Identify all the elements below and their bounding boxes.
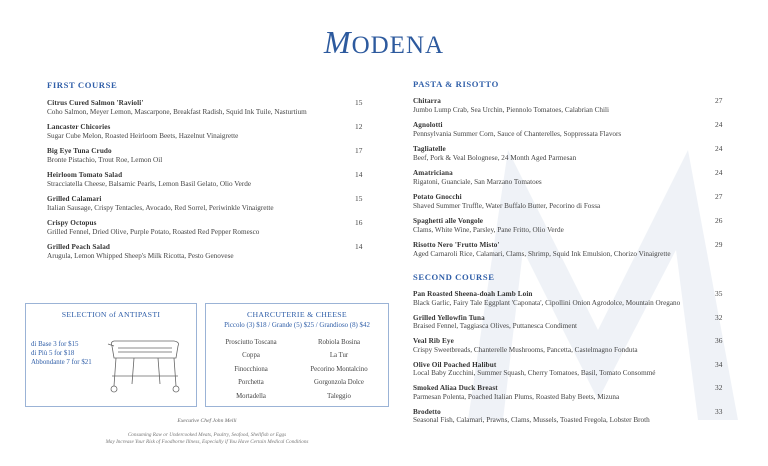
item-desc: Rigatoni, Guanciale, San Marzano Tomatoes <box>413 177 542 186</box>
disclaimer-line-2: May Increase Your Risk of Foodborne Illness, Especially if You Have Certain Medical Conditions <box>105 439 309 445</box>
item-name: Brodetto <box>413 407 441 416</box>
item-price: 26 <box>715 216 723 225</box>
item-price: 27 <box>715 192 723 201</box>
charcuterie-cheese: Taleggio <box>327 393 351 400</box>
menu-item <box>47 195 365 219</box>
item-desc: Jumbo Lump Crab, Sea Urchin, Piennolo Tomatoes, Calabrian Chili <box>413 105 609 114</box>
item-price: 35 <box>715 289 723 298</box>
item-desc: Coho Salmon, Meyer Lemon, Mascarpone, Breakfast Radish, Squid Ink Tuile, Nasturtium <box>47 107 307 116</box>
menu-item <box>413 290 728 314</box>
item-price: 36 <box>715 336 723 345</box>
antipasti-prices <box>31 340 92 367</box>
menu-item <box>413 361 728 385</box>
item-name: Agnolotti <box>413 121 443 129</box>
item-price: 14 <box>355 170 363 179</box>
charcuterie-meat: Mortadella <box>236 393 266 400</box>
menu-item <box>413 193 728 217</box>
item-name: Olive Oil Poached Halibut <box>413 360 497 369</box>
charcuterie-cheese: Gorgonzola Dolce <box>314 379 364 386</box>
item-desc: Grilled Fennel, Dried Olive, Purple Potato, Roasted Red Pepper Romesco <box>47 227 260 236</box>
charcuterie-box <box>205 303 389 407</box>
item-name: Citrus Cured Salmon 'Ravioli' <box>47 99 144 107</box>
pasta-title: PASTA & RISOTTO <box>413 79 499 89</box>
item-price: 32 <box>715 383 723 392</box>
item-name: Grilled Peach Salad <box>47 243 110 251</box>
item-name: Heirloom Tomato Salad <box>47 171 123 179</box>
item-price: 24 <box>715 168 723 177</box>
charcuterie-title: CHARCUTERIE & CHEESE <box>247 310 347 319</box>
first-course-title: FIRST COURSE <box>47 80 118 90</box>
charcuterie-meat: Finocchiona <box>234 366 268 373</box>
serving-cart-icon <box>104 336 186 398</box>
item-price: 14 <box>355 242 363 251</box>
item-price: 24 <box>715 144 723 153</box>
antipasti-title: SELECTION of ANTIPASTI <box>61 310 161 319</box>
item-desc: Parmesan Polenta, Poached Italian Plums, Roasted Baby Beets, Mizuna <box>413 392 620 401</box>
item-price: 34 <box>715 359 723 369</box>
menu-item <box>413 97 728 121</box>
item-name: Big Eye Tuna Crudo <box>47 147 112 155</box>
first-course-list <box>47 99 365 267</box>
item-desc: Braised Fennel, Taggiasca Olives, Puttanesca Condiment <box>413 322 578 331</box>
restaurant-logo <box>0 24 768 61</box>
item-desc: Seasonal Fish, Calamari, Prawns, Clams, Mussels, Toasted Fregola, Lobster Broth <box>413 416 650 425</box>
menu-item <box>413 217 728 241</box>
charcuterie-sizes: Piccolo (3) $18 / Grande (5) $25 / Grandioso (8) $42 <box>224 322 370 329</box>
menu-item <box>413 384 728 408</box>
item-price: 15 <box>355 194 363 203</box>
menu-item <box>413 408 728 432</box>
item-price: 33 <box>715 406 723 416</box>
antipasti-box <box>25 303 197 407</box>
menu-item <box>413 337 728 361</box>
item-name: Tagliatelle <box>413 145 446 153</box>
antipasti-line: di Più 5 for $18 <box>31 350 75 357</box>
item-name: Crispy Octopus <box>47 219 97 227</box>
item-price: 12 <box>355 122 363 131</box>
charcuterie-meat: Porchetta <box>238 379 264 386</box>
item-desc: Clams, White Wine, Parsley, Pane Fritto, Olio Verde <box>413 225 564 234</box>
item-name: Chitarra <box>413 97 441 105</box>
charcuterie-meat: Coppa <box>242 352 260 359</box>
item-price: 24 <box>715 120 723 129</box>
second-course-list <box>413 290 728 431</box>
item-name: Spaghetti alle Vongole <box>413 217 484 225</box>
item-desc: Shaved Summer Truffle, Water Buffalo Butter, Pecorino di Fossa <box>413 201 601 210</box>
item-name: Smoked Aliaa Duck Breast <box>413 384 498 392</box>
item-desc: Local Baby Zucchini, Summer Squash, Cherry Tomatoes, Basil, Tomato Consommé <box>413 369 656 378</box>
item-desc: Aged Carnaroli Rice, Calamari, Clams, Shrimp, Squid Ink Emulsion, Chorizo Vinaigrette <box>413 249 671 258</box>
antipasti-line: Abbondante 7 for $21 <box>31 359 92 366</box>
executive-chef: Executive Chef John Melli <box>177 418 237 424</box>
item-desc: Stracciatella Cheese, Balsamic Pearls, Lemon Basil Gelato, Olio Verde <box>47 179 252 188</box>
pasta-list <box>413 97 728 265</box>
menu-item <box>413 169 728 193</box>
logo-initial: M <box>323 24 352 60</box>
charcuterie-cheese: Robiola Bosina <box>317 339 361 346</box>
item-name: Lancaster Chicories <box>47 123 111 131</box>
logo-rest: ODENA <box>351 32 445 59</box>
item-price: 32 <box>715 312 723 322</box>
item-desc: Beef, Pork & Veal Bolognese, 24 Month Aged Parmesan <box>413 153 577 162</box>
item-name: Grilled Calamari <box>47 195 102 203</box>
item-desc: Arugula, Lemon Whipped Sheep's Milk Ricotta, Pesto Genovese <box>47 251 234 260</box>
item-name: Amatriciana <box>413 169 453 177</box>
menu-item <box>413 121 728 145</box>
menu-item <box>47 243 365 267</box>
antipasti-line: di Base 3 for $15 <box>31 341 79 348</box>
menu-item <box>413 241 728 265</box>
item-name: Pan Roasted Sheena-doah Lamb Loin <box>413 290 533 298</box>
menu-item <box>413 314 728 338</box>
item-desc: Black Garlic, Fairy Tale Eggplant 'Caponata', Cipollini Onion Agrodolce, Mountain Oregano <box>413 298 681 307</box>
item-name: Veal Rib Eye <box>413 337 454 345</box>
charcuterie-meat: Prosciutto Toscana <box>225 339 277 346</box>
second-course-title: SECOND COURSE <box>413 272 495 282</box>
item-name: Grilled Yellowfin Tuna <box>413 313 485 322</box>
item-desc: Sugar Cube Melon, Roasted Heirloom Beets, Hazelnut Vinaigrette <box>47 131 239 140</box>
menu-item <box>47 123 365 147</box>
item-desc: Pennsylvania Summer Corn, Sauce of Chanterelles, Soppressata Flavors <box>413 129 622 138</box>
item-price: 17 <box>355 146 363 155</box>
item-price: 15 <box>355 98 363 107</box>
menu-item <box>47 99 365 123</box>
item-desc: Crispy Sweetbreads, Chanterelle Mushrooms, Pancetta, Castelmagno Fonduta <box>413 345 638 354</box>
item-price: 27 <box>715 96 723 105</box>
item-name: Potato Gnocchi <box>413 193 462 201</box>
item-desc: Bronte Pistachio, Trout Roe, Lemon Oil <box>47 155 163 164</box>
item-price: 29 <box>715 240 723 249</box>
menu-item <box>413 145 728 169</box>
item-desc: Italian Sausage, Crispy Tentacles, Avocado, Red Sorrel, Periwinkle Vinaigrette <box>47 203 274 212</box>
menu-item <box>47 219 365 243</box>
menu-item <box>47 171 365 195</box>
item-price: 16 <box>355 218 363 227</box>
charcuterie-cheese: La Tur <box>329 352 349 359</box>
item-name: Risotto Nero 'Frutto Misto' <box>413 241 500 249</box>
charcuterie-cheese: Pecorino Montalcino <box>310 366 368 373</box>
menu-item <box>47 147 365 171</box>
disclaimer-line-1: Consuming Raw or Undercooked Meats, Poultry, Seafood, Shellfish or Eggs <box>127 432 287 438</box>
